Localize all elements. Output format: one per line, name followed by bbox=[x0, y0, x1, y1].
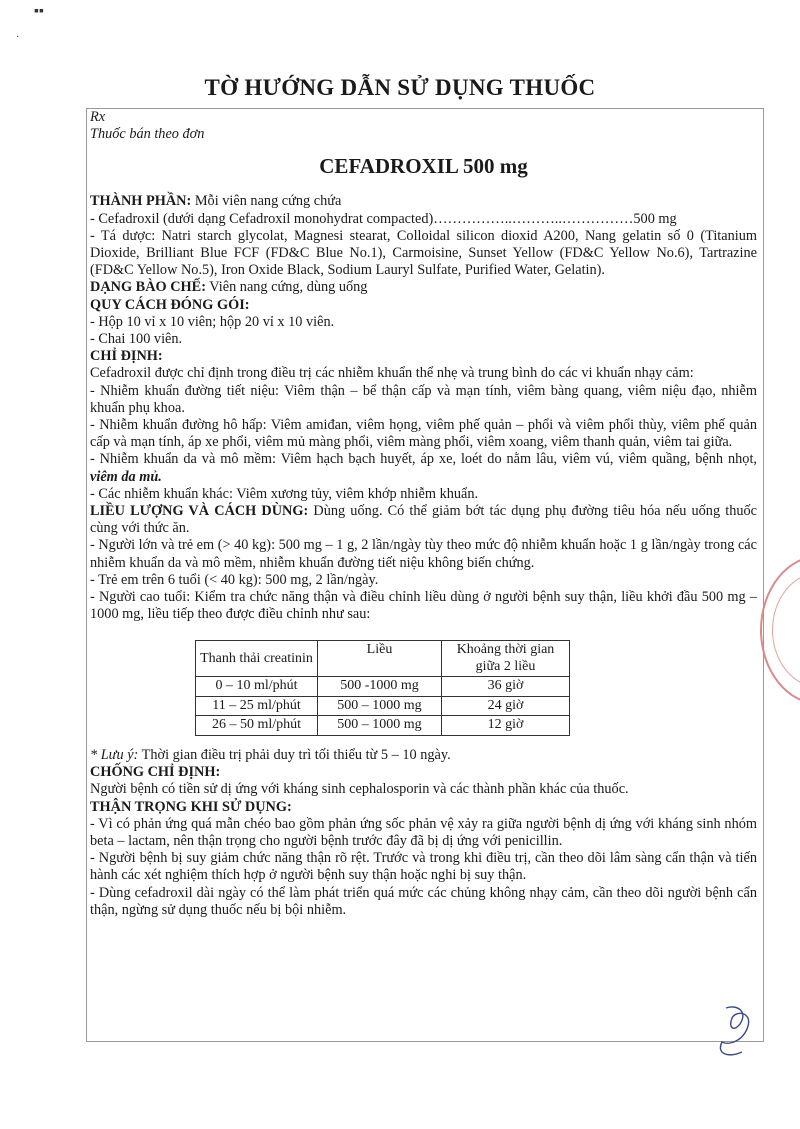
contraindications-title: CHỐNG CHỈ ĐỊNH: bbox=[90, 764, 221, 781]
table-cell: 11 – 25 ml/phút bbox=[196, 696, 318, 716]
packaging-item: - Chai 100 viên. bbox=[90, 331, 183, 348]
rx-label: Thuốc bán theo đơn bbox=[90, 126, 205, 143]
dosage-intro: Dùng uống. Có thể giảm bớt tác dụng phụ đường tiêu hóa nếu uống thuốc cùng với thức ăn. bbox=[90, 503, 757, 537]
signature-icon bbox=[708, 1002, 758, 1062]
precautions-title: THẬN TRỌNG KHI SỬ DỤNG: bbox=[90, 798, 292, 815]
contraindications-text: Người bệnh có tiền sử dị ứng với kháng sinh cephalosporin và các thành phần khác của thuốc. bbox=[90, 781, 629, 798]
indications-intro: Cefadroxil được chỉ định trong điều trị các nhiễm khuẩn thể nhẹ và trung bình do các vi khuẩn nhạy cảm: bbox=[90, 365, 694, 382]
composition-excipients: - Tá dược: Natri starch glycolat, Magnesi stearat, Colloidal silicon dioxid A200, Nang gelatin số 0 (Titanium Dioxide, Brilliant Blue FCF (FD&C Blue No.1), Carmoisine, Sunset Yellow (FD&C Yellow No.6), Tartrazine (FD&C Yellow No.5), Iron Oxide Black, Sodium Lauryl Sulfate, Purified Water, Gelatin). bbox=[90, 227, 757, 279]
precaution-item: - Dùng cefadroxil dài ngày có thể làm phát triển quá mức các chủng không nhạy cảm, cần theo dõi người bệnh cẩn thận, ngừng sử dụng thuốc nếu bị bội nhiễm. bbox=[90, 884, 757, 918]
composition-active: - Cefadroxil (dưới dạng Cefadroxil monohydrat compacted)……………..………..……………500 mg bbox=[90, 210, 677, 227]
indication-skin-text: - Nhiễm khuẩn da và mô mềm: Viêm hạch bạch huyết, áp xe, loét do nằm lâu, viêm vú, viêm quầng, bệnh nhọt, bbox=[90, 451, 757, 468]
table-row bbox=[196, 696, 570, 716]
dosage-form-title: DẠNG BÀO CHẾ: bbox=[90, 279, 206, 296]
table-header: Liều bbox=[318, 641, 442, 677]
table-row bbox=[196, 677, 570, 697]
dosage-title: LIỀU LƯỢNG VÀ CÁCH DÙNG: bbox=[90, 503, 309, 520]
dosage-adults: - Người lớn và trẻ em (> 40 kg): 500 mg – 1 g, 2 lần/ngày tùy theo mức độ nhiễm khuẩn hoặc 1 g lần/ngày trong các nhiễm khuẩn da và mô mềm, nhiễm khuẩn đường tiết niệu không biến chứng. bbox=[90, 537, 757, 571]
precaution-item: - Vì có phản ứng quá mẫn chéo bao gồm phản ứng sốc phản vệ xảy ra giữa người bệnh dị ứng với kháng sinh nhóm beta – lactam, nên thận trọng cho người bệnh trước đây đã bị dị ứng với penicillin. bbox=[90, 815, 757, 849]
table-cell: 500 – 1000 mg bbox=[318, 696, 442, 716]
packaging-title: QUY CÁCH ĐÓNG GÓI: bbox=[90, 296, 250, 313]
dosage-note bbox=[90, 747, 757, 764]
dosage-form bbox=[90, 279, 757, 296]
indication-skin-emphasis: viêm da mủ. bbox=[90, 468, 162, 485]
table-cell: 12 giờ bbox=[442, 716, 570, 736]
scan-mark: · bbox=[16, 32, 20, 43]
indications-title: CHỈ ĐỊNH: bbox=[90, 348, 163, 365]
indication-other: - Các nhiễm khuẩn khác: Viêm xương tủy, viêm khớp nhiễm khuẩn. bbox=[90, 485, 479, 502]
drug-name: CEFADROXIL 500 mg bbox=[319, 154, 528, 179]
indication-skin bbox=[90, 451, 757, 485]
table-header-row bbox=[196, 641, 570, 677]
table-cell: 26 – 50 ml/phút bbox=[196, 716, 318, 736]
rx-symbol: Rx bbox=[90, 109, 106, 125]
dosage-elderly: - Người cao tuổi: Kiểm tra chức năng thận và điều chỉnh liều dùng ở người bệnh suy thận, liều khởi đầu 500 mg – 1000 mg, liều tiếp theo được điều chỉnh như sau: bbox=[90, 589, 757, 623]
document-body bbox=[90, 109, 757, 919]
table-cell: 0 – 10 ml/phút bbox=[196, 677, 318, 697]
dosage-table bbox=[195, 640, 570, 736]
precaution-item: - Người bệnh bị suy giảm chức năng thận rõ rệt. Trước và trong khi điều trị, cần theo dõi lâm sàng cẩn thận và tiến hành các xét nghiệm thích hợp ở người bệnh suy thận hoặc nghi bị suy thận. bbox=[90, 850, 757, 884]
table-header: Khoảng thời gian giữa 2 liều bbox=[442, 641, 570, 677]
page-title: TỜ HƯỚNG DẪN SỬ DỤNG THUỐC bbox=[204, 75, 596, 100]
indication-urinary: - Nhiễm khuẩn đường tiết niệu: Viêm thận – bể thận cấp và mạn tính, viêm bàng quang, viêm niệu đạo, nhiễm khuẩn phụ khoa. bbox=[90, 382, 757, 416]
composition-title: THÀNH PHẦN: bbox=[90, 193, 192, 210]
table-cell: 500 -1000 mg bbox=[318, 677, 442, 697]
dosage-children: - Trẻ em trên 6 tuổi (< 40 kg): 500 mg, 2 lần/ngày. bbox=[90, 571, 379, 588]
indication-respiratory: - Nhiễm khuẩn đường hô hấp: Viêm amiđan, viêm họng, viêm phế quản – phổi và viêm phổi thùy, viêm phế quản cấp và mạn tính, áp xe phổi, viêm mủ màng phổi, viêm màng phổi, viêm xoang, viêm thanh quản, viêm tai giữa. bbox=[90, 417, 757, 451]
table-cell: 500 – 1000 mg bbox=[318, 716, 442, 736]
composition-intro: Mỗi viên nang cứng chứa bbox=[191, 193, 342, 210]
dosage-note-text: Thời gian điều trị phải duy trì tối thiểu từ 5 – 10 ngày. bbox=[138, 746, 451, 763]
composition-heading bbox=[90, 193, 757, 210]
table-header: Thanh thải creatinin bbox=[196, 641, 318, 677]
table-cell: 36 giờ bbox=[442, 677, 570, 697]
table-row bbox=[196, 716, 570, 736]
scan-mark: ▪▪ bbox=[34, 4, 44, 19]
packaging-item: - Hộp 10 vỉ x 10 viên; hộp 20 vỉ x 10 viên. bbox=[90, 313, 335, 330]
dosage-heading bbox=[90, 503, 757, 537]
dosage-note-label: * Lưu ý: bbox=[90, 746, 139, 763]
dosage-form-text: Viên nang cứng, dùng uống bbox=[205, 279, 368, 296]
table-cell: 24 giờ bbox=[442, 696, 570, 716]
